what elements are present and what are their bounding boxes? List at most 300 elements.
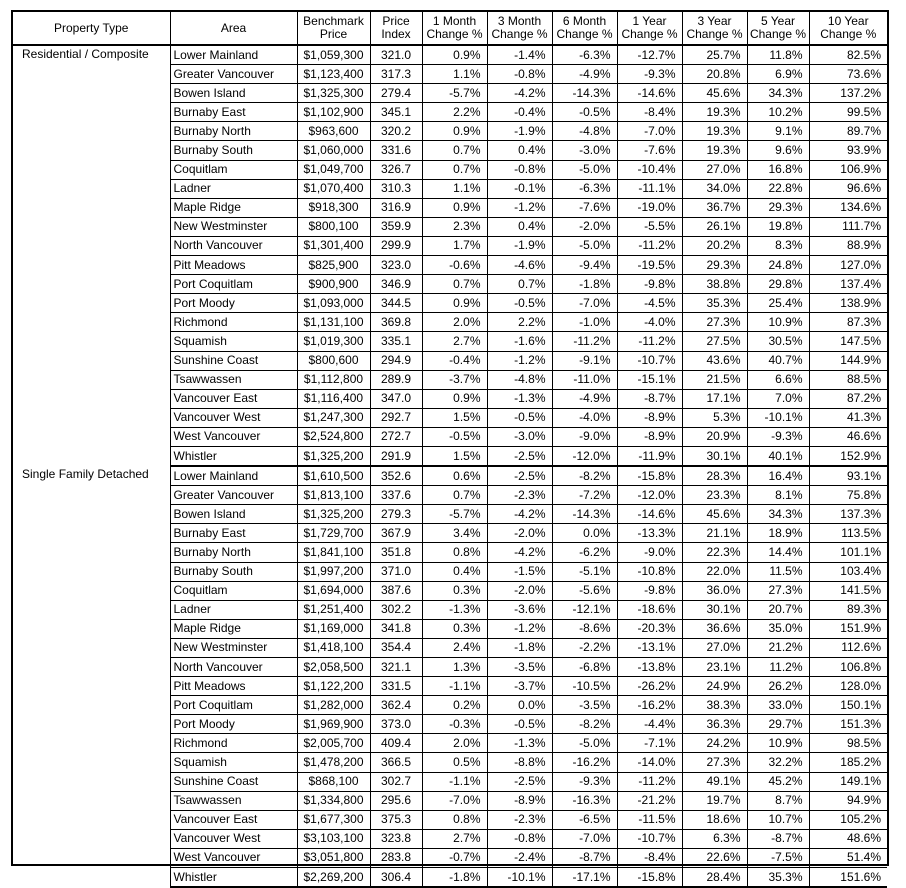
property-type-cell: Single Family Detached <box>22 467 149 482</box>
column-header-line1: Area <box>220 20 247 35</box>
change-1y-cell: -8.4% <box>617 103 682 122</box>
change-5y-cell: 10.2% <box>747 103 809 122</box>
change-3y-cell: 23.3% <box>682 486 747 505</box>
change-10y-cell: 106.9% <box>809 160 887 179</box>
benchmark-price-cell: $1,116,400 <box>297 389 370 408</box>
change-10y-cell: 89.7% <box>809 122 887 141</box>
change-1m-cell: -5.7% <box>422 505 487 524</box>
change-1y-cell: -11.2% <box>617 772 682 791</box>
area-cell: Whistler <box>170 868 297 888</box>
benchmark-price-cell: $868,100 <box>297 772 370 791</box>
price-index-cell: 279.3 <box>370 505 422 524</box>
benchmark-price-cell: $800,600 <box>297 351 370 370</box>
change-10y-cell: 87.3% <box>809 313 887 332</box>
price-index-cell: 359.9 <box>370 217 422 236</box>
change-10y-cell: 151.6% <box>809 868 887 888</box>
change-6m-cell: -0.5% <box>552 103 617 122</box>
change-5y-cell: 9.6% <box>747 141 809 160</box>
change-5y-cell: 10.7% <box>747 810 809 829</box>
change-3m-cell: -0.5% <box>487 408 552 427</box>
change-6m-cell: -4.9% <box>552 389 617 408</box>
price-index-cell: 341.8 <box>370 619 422 638</box>
change-1m-cell: 1.1% <box>422 65 487 84</box>
area-cell: Burnaby East <box>170 524 297 543</box>
benchmark-price-cell: $2,005,700 <box>297 734 370 753</box>
change-1m-cell: -0.4% <box>422 351 487 370</box>
area-cell: Richmond <box>170 313 297 332</box>
change-5y-cell: 34.3% <box>747 84 809 103</box>
area-cell: Squamish <box>170 332 297 351</box>
change-1m-cell: -3.7% <box>422 370 487 389</box>
change-3y-cell: 21.5% <box>682 370 747 389</box>
change-1m-cell: 0.7% <box>422 486 487 505</box>
change-1m-cell: 2.7% <box>422 829 487 848</box>
change-1m-cell: 2.0% <box>422 734 487 753</box>
column-header <box>422 12 487 45</box>
change-5y-cell: 14.4% <box>747 543 809 562</box>
change-10y-cell: 152.9% <box>809 446 887 466</box>
change-6m-cell: -5.1% <box>552 562 617 581</box>
change-1m-cell: 0.2% <box>422 696 487 715</box>
change-1m-cell: 2.0% <box>422 313 487 332</box>
price-index-cell: 295.6 <box>370 791 422 810</box>
price-index-cell: 337.6 <box>370 486 422 505</box>
change-5y-cell: 7.0% <box>747 389 809 408</box>
benchmark-price-cell: $1,969,900 <box>297 715 370 734</box>
price-index-cell: 302.7 <box>370 772 422 791</box>
change-3m-cell: -0.5% <box>487 715 552 734</box>
price-index-cell: 351.8 <box>370 543 422 562</box>
change-1m-cell: 0.8% <box>422 810 487 829</box>
change-1y-cell: -7.1% <box>617 734 682 753</box>
change-10y-cell: 75.8% <box>809 486 887 505</box>
change-5y-cell: 25.4% <box>747 294 809 313</box>
benchmark-price-cell: $1,093,000 <box>297 294 370 313</box>
change-3m-cell: -1.9% <box>487 236 552 255</box>
change-6m-cell: -4.0% <box>552 408 617 427</box>
change-1y-cell: -7.6% <box>617 141 682 160</box>
change-10y-cell: 103.4% <box>809 562 887 581</box>
benchmark-price-cell: $1,060,000 <box>297 141 370 160</box>
benchmark-price-table <box>13 12 887 888</box>
column-header <box>487 12 552 45</box>
change-3m-cell: -0.1% <box>487 179 552 198</box>
column-header-line2: Change % <box>491 27 548 41</box>
change-6m-cell: -2.2% <box>552 638 617 657</box>
change-3y-cell: 27.3% <box>682 753 747 772</box>
benchmark-price-cell: $1,813,100 <box>297 486 370 505</box>
change-3m-cell: -2.5% <box>487 466 552 486</box>
change-3y-cell: 23.1% <box>682 658 747 677</box>
change-5y-cell: 6.9% <box>747 65 809 84</box>
change-3y-cell: 29.3% <box>682 256 747 275</box>
change-6m-cell: -17.1% <box>552 868 617 888</box>
change-5y-cell: 35.3% <box>747 868 809 888</box>
benchmark-price-cell: $3,103,100 <box>297 829 370 848</box>
benchmark-price-cell: $1,070,400 <box>297 179 370 198</box>
benchmark-price-cell: $800,100 <box>297 217 370 236</box>
change-3m-cell: -8.9% <box>487 791 552 810</box>
change-1y-cell: -14.0% <box>617 753 682 772</box>
benchmark-price-cell: $1,334,800 <box>297 791 370 810</box>
price-index-cell: 283.8 <box>370 848 422 867</box>
change-1y-cell: -9.8% <box>617 275 682 294</box>
price-index-cell: 272.7 <box>370 427 422 446</box>
price-index-cell: 347.0 <box>370 389 422 408</box>
area-cell: Burnaby South <box>170 141 297 160</box>
benchmark-price-cell: $2,524,800 <box>297 427 370 446</box>
area-cell: Port Moody <box>170 294 297 313</box>
benchmark-price-cell: $963,600 <box>297 122 370 141</box>
change-5y-cell: 20.7% <box>747 600 809 619</box>
change-5y-cell: -8.7% <box>747 829 809 848</box>
change-3y-cell: 28.3% <box>682 466 747 486</box>
change-10y-cell: 128.0% <box>809 677 887 696</box>
change-6m-cell: -7.0% <box>552 829 617 848</box>
price-index-cell: 352.6 <box>370 466 422 486</box>
column-header <box>747 12 809 45</box>
change-3m-cell: -4.2% <box>487 84 552 103</box>
change-3m-cell: -0.8% <box>487 65 552 84</box>
price-index-cell: 331.5 <box>370 677 422 696</box>
change-3m-cell: 2.2% <box>487 313 552 332</box>
change-1m-cell: 0.7% <box>422 141 487 160</box>
price-index-cell: 299.9 <box>370 236 422 255</box>
change-10y-cell: 96.6% <box>809 179 887 198</box>
change-3y-cell: 38.3% <box>682 696 747 715</box>
change-1y-cell: -11.1% <box>617 179 682 198</box>
change-3y-cell: 21.1% <box>682 524 747 543</box>
price-index-cell: 302.2 <box>370 600 422 619</box>
benchmark-price-cell: $1,049,700 <box>297 160 370 179</box>
price-index-cell: 371.0 <box>370 562 422 581</box>
change-10y-cell: 151.9% <box>809 619 887 638</box>
change-1m-cell: -0.5% <box>422 427 487 446</box>
area-cell: Port Coquitlam <box>170 275 297 294</box>
change-6m-cell: -6.5% <box>552 810 617 829</box>
change-1y-cell: -19.5% <box>617 256 682 275</box>
change-1y-cell: -12.0% <box>617 486 682 505</box>
area-cell: New Westminster <box>170 217 297 236</box>
price-index-cell: 369.8 <box>370 313 422 332</box>
column-header-line1: 5 Year <box>760 14 796 28</box>
benchmark-price-cell: $1,841,100 <box>297 543 370 562</box>
change-1m-cell: 2.3% <box>422 217 487 236</box>
price-index-cell: 409.4 <box>370 734 422 753</box>
change-1y-cell: -26.2% <box>617 677 682 696</box>
change-3y-cell: 20.8% <box>682 65 747 84</box>
change-3m-cell: -0.4% <box>487 103 552 122</box>
price-index-cell: 323.8 <box>370 829 422 848</box>
benchmark-price-cell: $918,300 <box>297 198 370 217</box>
price-index-cell: 367.9 <box>370 524 422 543</box>
change-3y-cell: 30.1% <box>682 446 747 466</box>
price-index-cell: 366.5 <box>370 753 422 772</box>
change-10y-cell: 87.2% <box>809 389 887 408</box>
change-6m-cell: -11.0% <box>552 370 617 389</box>
benchmark-price-cell: $1,251,400 <box>297 600 370 619</box>
change-6m-cell: -6.3% <box>552 45 617 65</box>
change-1y-cell: -19.0% <box>617 198 682 217</box>
area-cell: Pitt Meadows <box>170 256 297 275</box>
area-cell: Lower Mainland <box>170 466 297 486</box>
change-1y-cell: -21.2% <box>617 791 682 810</box>
column-header-line2: Change % <box>820 27 877 41</box>
benchmark-price-cell: $1,112,800 <box>297 370 370 389</box>
benchmark-price-cell: $825,900 <box>297 256 370 275</box>
change-3y-cell: 5.3% <box>682 408 747 427</box>
change-1m-cell: 1.7% <box>422 236 487 255</box>
column-header-line2: Change % <box>749 27 807 41</box>
column-header-line1: Property Type <box>54 20 129 35</box>
column-header <box>682 12 747 45</box>
change-10y-cell: 88.5% <box>809 370 887 389</box>
change-3y-cell: 22.6% <box>682 848 747 867</box>
area-cell: Whistler <box>170 446 297 466</box>
price-index-cell: 316.9 <box>370 198 422 217</box>
change-10y-cell: 147.5% <box>809 332 887 351</box>
change-1m-cell: -1.3% <box>422 600 487 619</box>
change-3m-cell: -2.3% <box>487 810 552 829</box>
benchmark-price-cell: $1,059,300 <box>297 45 370 65</box>
change-5y-cell: 29.7% <box>747 715 809 734</box>
change-1m-cell: 0.4% <box>422 562 487 581</box>
change-3m-cell: -2.5% <box>487 772 552 791</box>
change-6m-cell: -9.4% <box>552 256 617 275</box>
benchmark-price-cell: $1,610,500 <box>297 466 370 486</box>
area-cell: Greater Vancouver <box>170 486 297 505</box>
area-cell: Squamish <box>170 753 297 772</box>
change-10y-cell: 41.3% <box>809 408 887 427</box>
change-3y-cell: 6.3% <box>682 829 747 848</box>
change-10y-cell: 112.6% <box>809 638 887 657</box>
change-1m-cell: 0.7% <box>422 275 487 294</box>
change-1m-cell: -0.7% <box>422 848 487 867</box>
change-3y-cell: 43.6% <box>682 351 747 370</box>
change-1y-cell: -14.6% <box>617 505 682 524</box>
change-3y-cell: 26.1% <box>682 217 747 236</box>
change-1m-cell: 0.9% <box>422 294 487 313</box>
benchmark-price-cell: $1,694,000 <box>297 581 370 600</box>
change-5y-cell: 30.5% <box>747 332 809 351</box>
area-cell: Bowen Island <box>170 84 297 103</box>
change-5y-cell: 8.7% <box>747 791 809 810</box>
change-6m-cell: -1.8% <box>552 275 617 294</box>
change-3y-cell: 17.1% <box>682 389 747 408</box>
change-10y-cell: 106.8% <box>809 658 887 677</box>
change-3y-cell: 36.0% <box>682 581 747 600</box>
change-6m-cell: -12.0% <box>552 446 617 466</box>
area-cell: Vancouver West <box>170 408 297 427</box>
change-3m-cell: -2.0% <box>487 524 552 543</box>
benchmark-price-cell: $1,325,200 <box>297 505 370 524</box>
price-index-cell: 387.6 <box>370 581 422 600</box>
change-10y-cell: 127.0% <box>809 256 887 275</box>
change-6m-cell: -5.0% <box>552 236 617 255</box>
change-1y-cell: -11.2% <box>617 236 682 255</box>
change-3m-cell: 0.7% <box>487 275 552 294</box>
change-3m-cell: -4.8% <box>487 370 552 389</box>
change-10y-cell: 82.5% <box>809 45 887 65</box>
change-1y-cell: -12.7% <box>617 45 682 65</box>
change-6m-cell: -6.8% <box>552 658 617 677</box>
benchmark-price-cell: $1,729,700 <box>297 524 370 543</box>
area-cell: Sunshine Coast <box>170 351 297 370</box>
area-cell: Sunshine Coast <box>170 772 297 791</box>
change-3m-cell: -1.8% <box>487 638 552 657</box>
change-3m-cell: -1.4% <box>487 45 552 65</box>
price-index-cell: 326.7 <box>370 160 422 179</box>
benchmark-price-cell: $1,123,400 <box>297 65 370 84</box>
change-5y-cell: -7.5% <box>747 848 809 867</box>
change-1y-cell: -4.5% <box>617 294 682 313</box>
change-3m-cell: -3.7% <box>487 677 552 696</box>
change-5y-cell: 6.6% <box>747 370 809 389</box>
price-index-cell: 362.4 <box>370 696 422 715</box>
price-index-cell: 310.3 <box>370 179 422 198</box>
column-header-line2: Index <box>381 27 411 41</box>
change-10y-cell: 89.3% <box>809 600 887 619</box>
change-6m-cell: -5.0% <box>552 160 617 179</box>
change-6m-cell: -4.8% <box>552 122 617 141</box>
change-10y-cell: 137.2% <box>809 84 887 103</box>
change-5y-cell: 26.2% <box>747 677 809 696</box>
change-3y-cell: 19.3% <box>682 122 747 141</box>
change-1y-cell: -9.8% <box>617 581 682 600</box>
change-1y-cell: -10.7% <box>617 829 682 848</box>
change-3y-cell: 27.0% <box>682 160 747 179</box>
change-10y-cell: 99.5% <box>809 103 887 122</box>
change-3y-cell: 24.2% <box>682 734 747 753</box>
area-cell: Maple Ridge <box>170 198 297 217</box>
change-3m-cell: -3.5% <box>487 658 552 677</box>
change-1m-cell: 2.2% <box>422 103 487 122</box>
change-3y-cell: 45.6% <box>682 505 747 524</box>
change-6m-cell: -8.2% <box>552 466 617 486</box>
change-5y-cell: 24.8% <box>747 256 809 275</box>
column-header-line1: 1 Month <box>432 14 477 28</box>
change-3m-cell: -3.6% <box>487 600 552 619</box>
change-10y-cell: 137.4% <box>809 275 887 294</box>
change-1y-cell: -13.8% <box>617 658 682 677</box>
benchmark-price-cell: $1,131,100 <box>297 313 370 332</box>
change-6m-cell: -3.0% <box>552 141 617 160</box>
benchmark-price-cell: $1,325,200 <box>297 446 370 466</box>
change-6m-cell: -11.2% <box>552 332 617 351</box>
change-10y-cell: 141.5% <box>809 581 887 600</box>
change-3y-cell: 22.0% <box>682 562 747 581</box>
change-1m-cell: 1.1% <box>422 179 487 198</box>
change-6m-cell: -5.0% <box>552 734 617 753</box>
area-cell: Pitt Meadows <box>170 677 297 696</box>
change-10y-cell: 93.9% <box>809 141 887 160</box>
area-cell: North Vancouver <box>170 658 297 677</box>
change-10y-cell: 51.4% <box>809 848 887 867</box>
change-3m-cell: -2.5% <box>487 446 552 466</box>
price-index-cell: 292.7 <box>370 408 422 427</box>
change-5y-cell: 11.8% <box>747 45 809 65</box>
change-10y-cell: 98.5% <box>809 734 887 753</box>
change-1y-cell: -11.9% <box>617 446 682 466</box>
change-1y-cell: -10.7% <box>617 351 682 370</box>
change-10y-cell: 150.1% <box>809 696 887 715</box>
column-header-line1: Benchmark <box>303 14 364 28</box>
price-index-cell: 306.4 <box>370 868 422 888</box>
change-3m-cell: -0.5% <box>487 294 552 313</box>
change-6m-cell: -6.2% <box>552 543 617 562</box>
area-cell: Coquitlam <box>170 160 297 179</box>
change-6m-cell: -12.1% <box>552 600 617 619</box>
change-1m-cell: 0.9% <box>422 389 487 408</box>
area-cell: Port Coquitlam <box>170 696 297 715</box>
area-cell: Vancouver East <box>170 810 297 829</box>
change-3y-cell: 24.9% <box>682 677 747 696</box>
change-6m-cell: -6.3% <box>552 179 617 198</box>
change-1y-cell: -8.9% <box>617 408 682 427</box>
benchmark-price-cell: $1,418,100 <box>297 638 370 657</box>
change-3y-cell: 49.1% <box>682 772 747 791</box>
change-1m-cell: -1.1% <box>422 772 487 791</box>
change-1y-cell: -5.5% <box>617 217 682 236</box>
change-5y-cell: 10.9% <box>747 734 809 753</box>
change-3y-cell: 38.8% <box>682 275 747 294</box>
area-cell: Burnaby North <box>170 122 297 141</box>
change-3m-cell: -1.9% <box>487 122 552 141</box>
change-1m-cell: 1.3% <box>422 658 487 677</box>
change-6m-cell: -14.3% <box>552 505 617 524</box>
change-6m-cell: -16.2% <box>552 753 617 772</box>
column-header-line1: 10 Year <box>827 14 869 28</box>
area-cell: Lower Mainland <box>170 45 297 65</box>
column-header <box>13 12 170 45</box>
change-5y-cell: 18.9% <box>747 524 809 543</box>
column-header-line1: Price <box>382 14 410 28</box>
change-1y-cell: -11.2% <box>617 332 682 351</box>
benchmark-price-cell: $3,051,800 <box>297 848 370 867</box>
change-3m-cell: -10.1% <box>487 868 552 888</box>
change-5y-cell: 21.2% <box>747 638 809 657</box>
change-10y-cell: 105.2% <box>809 810 887 829</box>
change-5y-cell: 19.8% <box>747 217 809 236</box>
benchmark-price-cell: $1,247,300 <box>297 408 370 427</box>
price-index-cell: 373.0 <box>370 715 422 734</box>
change-1y-cell: -9.3% <box>617 65 682 84</box>
price-index-cell: 321.0 <box>370 45 422 65</box>
change-3m-cell: -4.6% <box>487 256 552 275</box>
change-1y-cell: -14.6% <box>617 84 682 103</box>
price-index-cell: 321.1 <box>370 658 422 677</box>
change-3y-cell: 19.7% <box>682 791 747 810</box>
change-3m-cell: -1.3% <box>487 734 552 753</box>
change-1y-cell: -13.1% <box>617 638 682 657</box>
change-1m-cell: 0.6% <box>422 466 487 486</box>
change-1y-cell: -20.3% <box>617 619 682 638</box>
change-3m-cell: -3.0% <box>487 427 552 446</box>
column-header <box>170 12 297 45</box>
price-index-cell: 294.9 <box>370 351 422 370</box>
price-index-cell: 317.3 <box>370 65 422 84</box>
price-index-cell: 375.3 <box>370 810 422 829</box>
change-1y-cell: -15.8% <box>617 868 682 888</box>
change-10y-cell: 151.3% <box>809 715 887 734</box>
column-header <box>552 12 617 45</box>
price-table-frame <box>11 10 889 884</box>
price-index-cell: 354.4 <box>370 638 422 657</box>
benchmark-price-cell: $1,478,200 <box>297 753 370 772</box>
area-cell: Tsawwassen <box>170 370 297 389</box>
price-index-cell: 335.1 <box>370 332 422 351</box>
change-6m-cell: -9.1% <box>552 351 617 370</box>
